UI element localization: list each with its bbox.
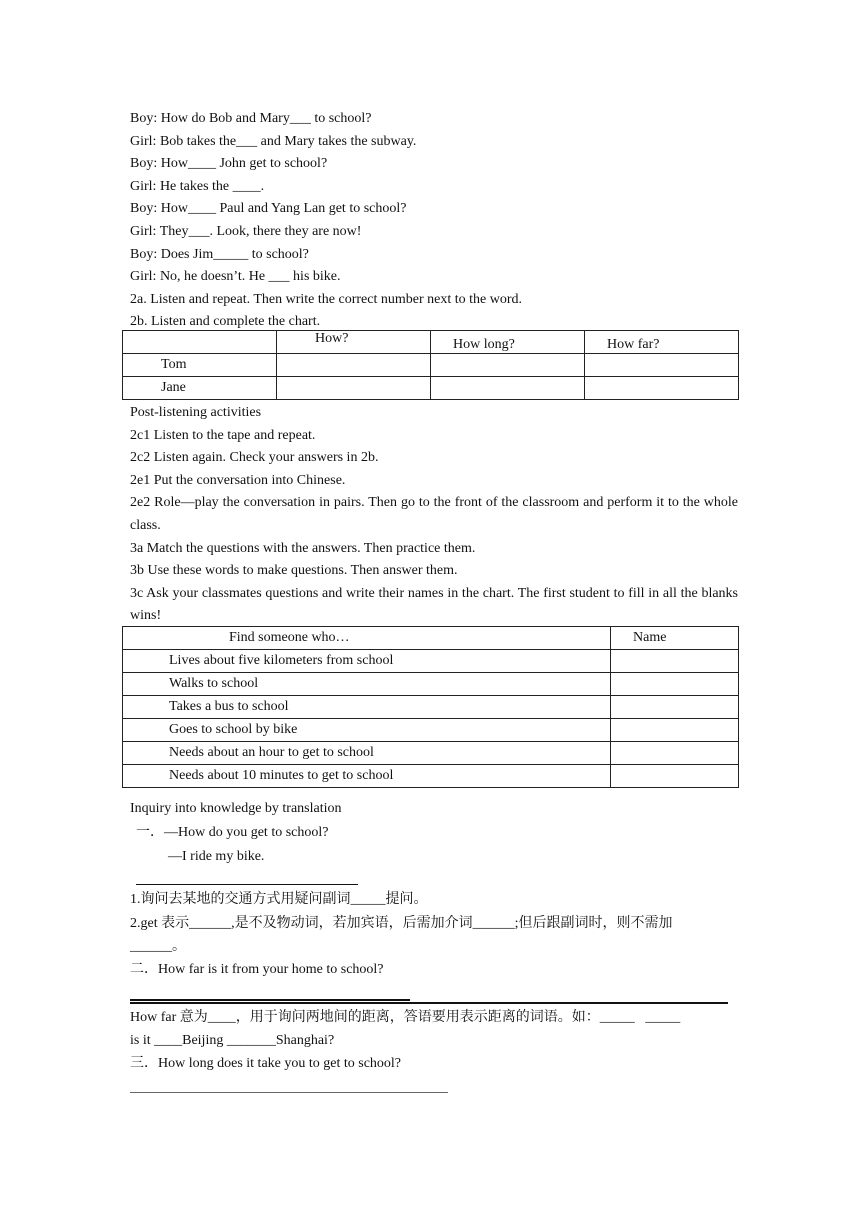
note-2: 2.get 表示______,是不及物动词，若加宾语，后需加介词______;但后跟副词时，则不需加 — [130, 916, 673, 931]
chart-2b-cell[interactable] — [431, 377, 585, 400]
instruction-3c: 3c Ask your classmates questions and write their names in the chart. The first student to fill in all the blanks wins! — [130, 585, 738, 624]
inquiry-a1: —I ride my bike. — [168, 849, 265, 864]
chart-2b-corner — [123, 331, 277, 354]
chart-2b-header-how-long: How long? — [431, 331, 585, 354]
chart-3c-name-cell[interactable] — [611, 719, 739, 742]
dialogue-line: Girl: No, he doesn’t. He ___ his bike. — [130, 269, 341, 285]
chart-3c-name-cell[interactable] — [611, 673, 739, 696]
chart-2b-cell[interactable] — [585, 377, 739, 400]
chart-3c-name-cell[interactable] — [611, 696, 739, 719]
dialogue-line: Boy: How____ Paul and Yang Lan get to school? — [130, 201, 407, 217]
chart-2b-row-label: Jane — [123, 377, 277, 400]
chart-3c-row-label: Walks to school — [123, 673, 611, 696]
answer-line[interactable] — [136, 884, 358, 885]
chart-2b-cell[interactable] — [431, 354, 585, 377]
chart-2b-header-how: How? — [277, 331, 431, 354]
note-2-cont: ______。 — [130, 939, 186, 954]
chart-3c-row-label: Lives about five kilometers from school — [123, 650, 611, 673]
chart-2b-row-label: Tom — [123, 354, 277, 377]
inquiry-notes — [130, 888, 738, 982]
post-listening-section — [130, 402, 738, 628]
dialogue-line: Girl: He takes the ____. — [130, 178, 265, 194]
dialogue-line: Boy: How____ John get to school? — [130, 156, 328, 172]
instruction-2a: 2a. Listen and repeat. Then write the correct number next to the word. — [130, 291, 522, 307]
chart-3c-row-label: Takes a bus to school — [123, 696, 611, 719]
chart-3c-header-find: Find someone who… — [123, 627, 611, 650]
note-3: How far 意为____，用于询问两地间的距离，答语要用表示距离的词语。如：_____ _____ — [130, 1010, 681, 1025]
chart-3c-row-label: Goes to school by bike — [123, 719, 611, 742]
instruction-2b: 2b. Listen and complete the chart. — [130, 314, 321, 330]
instruction-3b: 3b Use these words to make questions. Then answer them. — [130, 563, 458, 579]
inquiry-q1: 一．—How do you get to school? — [136, 825, 329, 840]
chart-3c-name-cell[interactable] — [611, 650, 739, 673]
worksheet-top — [130, 108, 738, 334]
inquiry-title: Inquiry into knowledge by translation — [130, 801, 342, 816]
divider-line — [130, 1002, 728, 1004]
chart-2b-cell[interactable] — [585, 354, 739, 377]
chart-3c-header-name: Name — [611, 627, 739, 650]
note-1: 1.询问去某地的交通方式用疑问副词_____提问。 — [130, 892, 428, 907]
instruction-3a: 3a Match the questions with the answers. Then practice them. — [130, 540, 476, 556]
dialogue-line: Girl: They___. Look, there they are now! — [130, 223, 362, 239]
note-3-cont: is it ____Beijing _______Shanghai? — [130, 1033, 335, 1048]
chart-3c — [122, 626, 739, 788]
instruction-2c2: 2c2 Listen again. Check your answers in 2b. — [130, 450, 379, 466]
chart-3c-row-label: Needs about an hour to get to school — [123, 742, 611, 765]
chart-3c-name-cell[interactable] — [611, 765, 739, 788]
instruction-2c1: 2c1 Listen to the tape and repeat. — [130, 427, 316, 443]
inquiry-notes-2 — [130, 1006, 738, 1076]
chart-2b-header-how-far: How far? — [585, 331, 739, 354]
dialogue-line: Boy: How do Bob and Mary___ to school? — [130, 111, 372, 126]
chart-2b-cell[interactable] — [277, 377, 431, 400]
instruction-2e1: 2e1 Put the conversation into Chinese. — [130, 472, 346, 488]
answer-line[interactable] — [130, 999, 410, 1001]
chart-3c-row-label: Needs about 10 minutes to get to school — [123, 765, 611, 788]
inquiry-section — [130, 797, 738, 869]
chart-2b — [122, 330, 739, 400]
chart-2b-cell[interactable] — [277, 354, 431, 377]
answer-line[interactable] — [130, 1092, 448, 1093]
dialogue-line: Girl: Bob takes the___ and Mary takes the subway. — [130, 133, 417, 149]
inquiry-q3: 三．How long does it take you to get to school? — [130, 1056, 402, 1071]
inquiry-q2: 二．How far is it from your home to school? — [130, 962, 384, 977]
section-heading: Post-listening activities — [130, 405, 262, 420]
dialogue-line: Boy: Does Jim_____ to school? — [130, 246, 309, 262]
instruction-2e2: 2e2 Role—play the conversation in pairs. Then go to the front of the classroom and perform it to the whole class. — [130, 495, 738, 533]
chart-3c-name-cell[interactable] — [611, 742, 739, 765]
